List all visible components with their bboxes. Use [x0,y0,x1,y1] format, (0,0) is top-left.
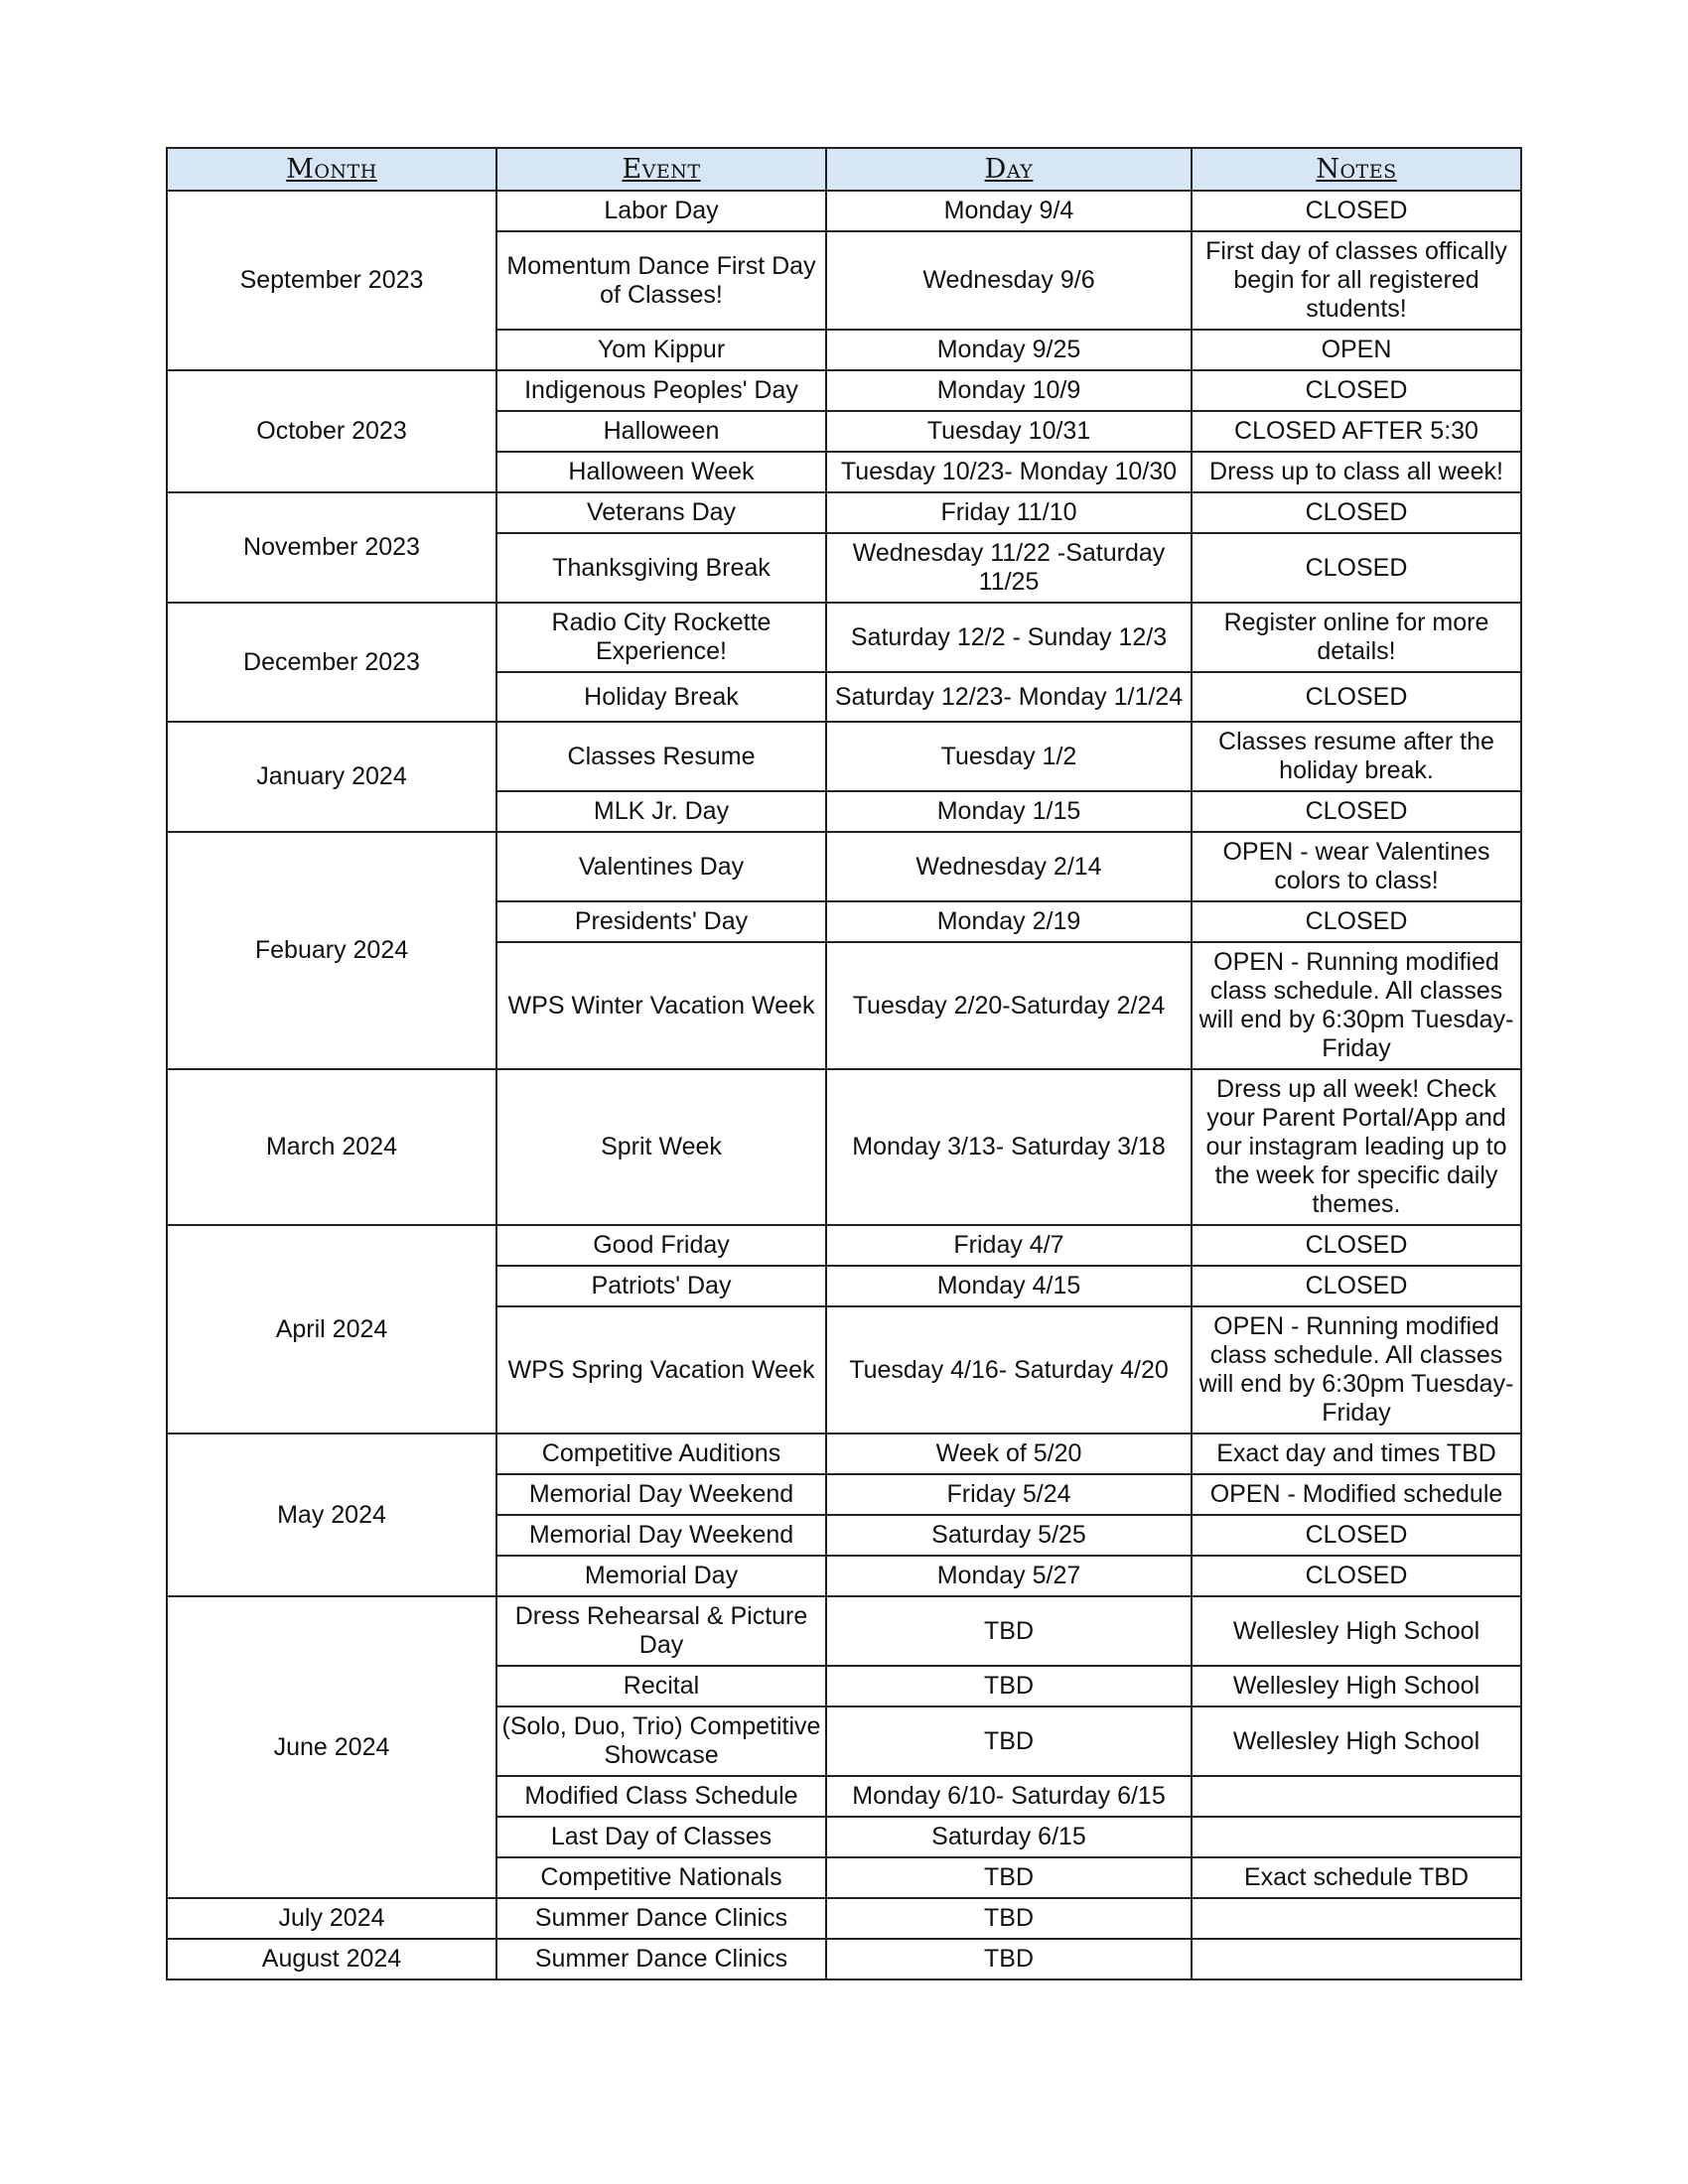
day-cell: Monday 10/9 [826,370,1192,411]
day-cell: Monday 6/10- Saturday 6/15 [826,1776,1192,1817]
event-cell: Presidents' Day [496,901,826,942]
day-cell: TBD [826,1596,1192,1666]
day-cell: TBD [826,1706,1192,1776]
table-row [167,1939,1521,1979]
event-cell: Holiday Break [496,672,826,722]
day-cell: TBD [826,1939,1192,1979]
month-cell: June 2024 [167,1596,496,1898]
notes-cell: CLOSED [1192,533,1521,603]
event-cell: Modified Class Schedule [496,1776,826,1817]
table-row [167,1898,1521,1939]
event-cell: Yom Kippur [496,330,826,370]
table-row [167,191,1521,231]
month-cell: May 2024 [167,1433,496,1596]
event-cell: Last Day of Classes [496,1817,826,1857]
notes-cell: Wellesley High School [1192,1596,1521,1666]
event-cell: Momentum Dance First Day of Classes! [496,231,826,330]
day-cell: TBD [826,1666,1192,1706]
notes-cell: Exact day and times TBD [1192,1433,1521,1474]
month-cell: December 2023 [167,603,496,722]
day-cell: Monday 5/27 [826,1556,1192,1596]
table-row [167,1225,1521,1266]
schedule-body [167,191,1521,1979]
notes-cell: CLOSED [1192,672,1521,722]
event-cell: WPS Spring Vacation Week [496,1306,826,1433]
table-row [167,603,1521,672]
notes-cell: Wellesley High School [1192,1666,1521,1706]
event-cell: Labor Day [496,191,826,231]
day-cell: Tuesday 10/23- Monday 10/30 [826,452,1192,492]
notes-cell: CLOSED AFTER 5:30 [1192,411,1521,452]
event-cell: Memorial Day Weekend [496,1515,826,1556]
day-cell: Saturday 5/25 [826,1515,1192,1556]
notes-cell: CLOSED [1192,1556,1521,1596]
notes-cell: CLOSED [1192,191,1521,231]
notes-cell: First day of classes offically begin for all registered students! [1192,231,1521,330]
event-cell: Radio City Rockette Experience! [496,603,826,672]
notes-cell: Dress up to class all week! [1192,452,1521,492]
day-cell: Friday 5/24 [826,1474,1192,1515]
event-cell: Thanksgiving Break [496,533,826,603]
notes-cell [1192,1776,1521,1817]
notes-cell: Wellesley High School [1192,1706,1521,1776]
day-cell: TBD [826,1898,1192,1939]
event-cell: Summer Dance Clinics [496,1939,826,1979]
day-cell: Tuesday 10/31 [826,411,1192,452]
day-cell: Saturday 12/2 - Sunday 12/3 [826,603,1192,672]
notes-cell: CLOSED [1192,1515,1521,1556]
day-cell: Monday 9/4 [826,191,1192,231]
table-row [167,1069,1521,1225]
month-cell: March 2024 [167,1069,496,1225]
event-cell: (Solo, Duo, Trio) Competitive Showcase [496,1706,826,1776]
schedule-table [166,147,1522,1980]
notes-cell: Dress up all week! Check your Parent Portal/App and our instagram leading up to the week for specific daily themes. [1192,1069,1521,1225]
day-cell: Friday 4/7 [826,1225,1192,1266]
month-cell: Febuary 2024 [167,832,496,1069]
month-cell: October 2023 [167,370,496,492]
month-cell: August 2024 [167,1939,496,1979]
table-row [167,722,1521,791]
event-cell: Good Friday [496,1225,826,1266]
event-cell: Patriots' Day [496,1266,826,1306]
event-cell: Sprit Week [496,1069,826,1225]
day-cell: Monday 9/25 [826,330,1192,370]
day-cell: Monday 2/19 [826,901,1192,942]
event-cell: Recital [496,1666,826,1706]
notes-cell: Exact schedule TBD [1192,1857,1521,1898]
event-cell: MLK Jr. Day [496,791,826,832]
month-cell: July 2024 [167,1898,496,1939]
day-cell: Saturday 12/23- Monday 1/1/24 [826,672,1192,722]
notes-cell: OPEN - Running modified class schedule. All classes will end by 6:30pm Tuesday-Friday [1192,1306,1521,1433]
notes-cell: CLOSED [1192,901,1521,942]
day-cell: Wednesday 9/6 [826,231,1192,330]
event-cell: WPS Winter Vacation Week [496,942,826,1069]
notes-cell: Register online for more details! [1192,603,1521,672]
day-cell: Week of 5/20 [826,1433,1192,1474]
event-cell: Classes Resume [496,722,826,791]
day-cell: Tuesday 2/20-Saturday 2/24 [826,942,1192,1069]
day-cell: Monday 3/13- Saturday 3/18 [826,1069,1192,1225]
event-cell: Memorial Day [496,1556,826,1596]
notes-cell [1192,1939,1521,1979]
event-cell: Indigenous Peoples' Day [496,370,826,411]
notes-cell: CLOSED [1192,492,1521,533]
event-cell: Dress Rehearsal & Picture Day [496,1596,826,1666]
table-row [167,832,1521,901]
notes-cell: CLOSED [1192,1225,1521,1266]
table-row [167,370,1521,411]
header-row [167,148,1521,191]
header-month: Month [167,148,496,191]
event-cell: Halloween [496,411,826,452]
day-cell: Friday 11/10 [826,492,1192,533]
day-cell: Tuesday 4/16- Saturday 4/20 [826,1306,1192,1433]
notes-cell: Classes resume after the holiday break. [1192,722,1521,791]
header-day: Day [826,148,1192,191]
month-cell: January 2024 [167,722,496,832]
day-cell: Wednesday 2/14 [826,832,1192,901]
event-cell: Summer Dance Clinics [496,1898,826,1939]
day-cell: Saturday 6/15 [826,1817,1192,1857]
notes-cell [1192,1817,1521,1857]
event-cell: Veterans Day [496,492,826,533]
header-event: Event [496,148,826,191]
day-cell: Monday 1/15 [826,791,1192,832]
month-cell: November 2023 [167,492,496,603]
month-cell: April 2024 [167,1225,496,1433]
month-cell: September 2023 [167,191,496,370]
event-cell: Competitive Auditions [496,1433,826,1474]
notes-cell: CLOSED [1192,370,1521,411]
notes-cell: OPEN - wear Valentines colors to class! [1192,832,1521,901]
event-cell: Memorial Day Weekend [496,1474,826,1515]
table-row [167,1596,1521,1666]
day-cell: Wednesday 11/22 -Saturday 11/25 [826,533,1192,603]
day-cell: Monday 4/15 [826,1266,1192,1306]
table-row [167,1433,1521,1474]
notes-cell: CLOSED [1192,1266,1521,1306]
notes-cell: CLOSED [1192,791,1521,832]
event-cell: Halloween Week [496,452,826,492]
notes-cell: OPEN - Running modified class schedule. All classes will end by 6:30pm Tuesday-Friday [1192,942,1521,1069]
event-cell: Competitive Nationals [496,1857,826,1898]
day-cell: TBD [826,1857,1192,1898]
header-notes: Notes [1192,148,1521,191]
notes-cell: OPEN - Modified schedule [1192,1474,1521,1515]
notes-cell: OPEN [1192,330,1521,370]
table-row [167,492,1521,533]
event-cell: Valentines Day [496,832,826,901]
notes-cell [1192,1898,1521,1939]
day-cell: Tuesday 1/2 [826,722,1192,791]
